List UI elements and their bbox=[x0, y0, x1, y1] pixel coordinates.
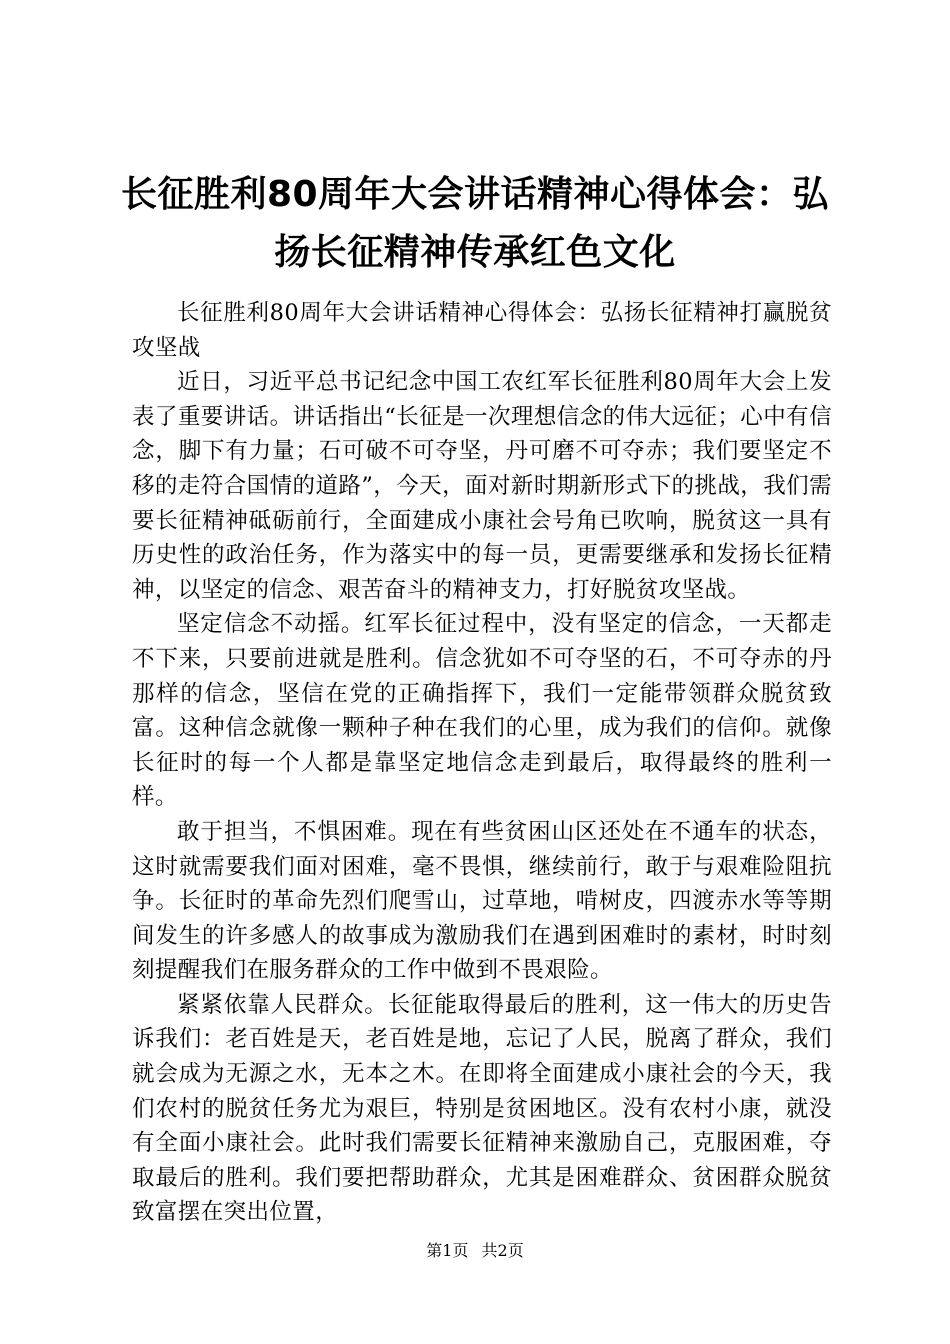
paragraph-intro: 近日，习近平总书记纪念中国工农红军长征胜利80周年大会上发表了重要讲话。讲话指出“长征是一次理想信念的伟大远征；心中有信念，脚下有力量；石可破不可夺坚，丹可磨不可夺赤；我们要坚定不移的走符合国情的道路”，今天，面对新时期新形式下的挑战，我们需要长征精神砥砺前行，全面建成小康社会号角已吹响，脱贫这一具有历史性的政治任务，作为落实中的每一员，更需要继承和发扬长征精神，以坚定的信念、艰苦奋斗的精神支力，打好脱贫攻坚战。 bbox=[132, 369, 832, 603]
page-footer bbox=[0, 1241, 950, 1261]
page-number: 第1页 bbox=[426, 1241, 469, 1260]
document-title-line-2: 扬长征精神传承红色文化 bbox=[274, 232, 676, 273]
paragraph-rely-on-people: 紧紧依靠人民群众。长征能取得最后的胜利，这一伟大的历史告诉我们：老百姓是天，老百姓是地，忘记了人民，脱离了群众，我们就会成为无源之水，无本之木。在即将全面建成小康社会的今天，我们农村的脱贫任务尤为艰巨，特别是贫困地区。没有农村小康，就没有全面小康社会。此时我们需要长征精神来激励自己，克服困难，夺取最后的胜利。我们要把帮助群众，尤其是困难群众、贫困群众脱贫致富摆在突出位置， bbox=[132, 991, 832, 1226]
paragraph-firm-belief: 坚定信念不动摇。红军长征过程中，没有坚定的信念，一天都走不下来，只要前进就是胜利。信念犹如不可夺坚的石，不可夺赤的丹那样的信念，坚信在党的正确指挥下，我们一定能带领群众脱贫致富。这种信念就像一颗种子种在我们的心里，成为我们的信仰。就像长征时的每一个人都是靠坚定地信念走到最后，取得最终的胜利一样。 bbox=[132, 611, 832, 811]
paragraph-responsibility: 敢于担当，不惧困难。现在有些贫困山区还处在不通车的状态，这时就需要我们面对困难，毫不畏惧，继续前行，敢于与艰难险阻抗争。长征时的革命先烈们爬雪山，过草地，啃树皮，四渡赤水等等期间发生的许多感人的故事成为激励我们在遇到困难时的素材，时时刻刻提醒我们在服务群众的工作中做到不畏艰险。 bbox=[132, 818, 832, 984]
document-body bbox=[132, 296, 832, 1230]
paragraph-subtitle: 长征胜利80周年大会讲话精神心得体会：弘扬长征精神打赢脱贫攻坚战 bbox=[132, 300, 832, 361]
document-title-line-1: 长征胜利80周年大会讲话精神心得体会：弘 bbox=[120, 174, 830, 215]
page-total: 共2页 bbox=[481, 1241, 524, 1260]
document-title bbox=[118, 166, 832, 282]
